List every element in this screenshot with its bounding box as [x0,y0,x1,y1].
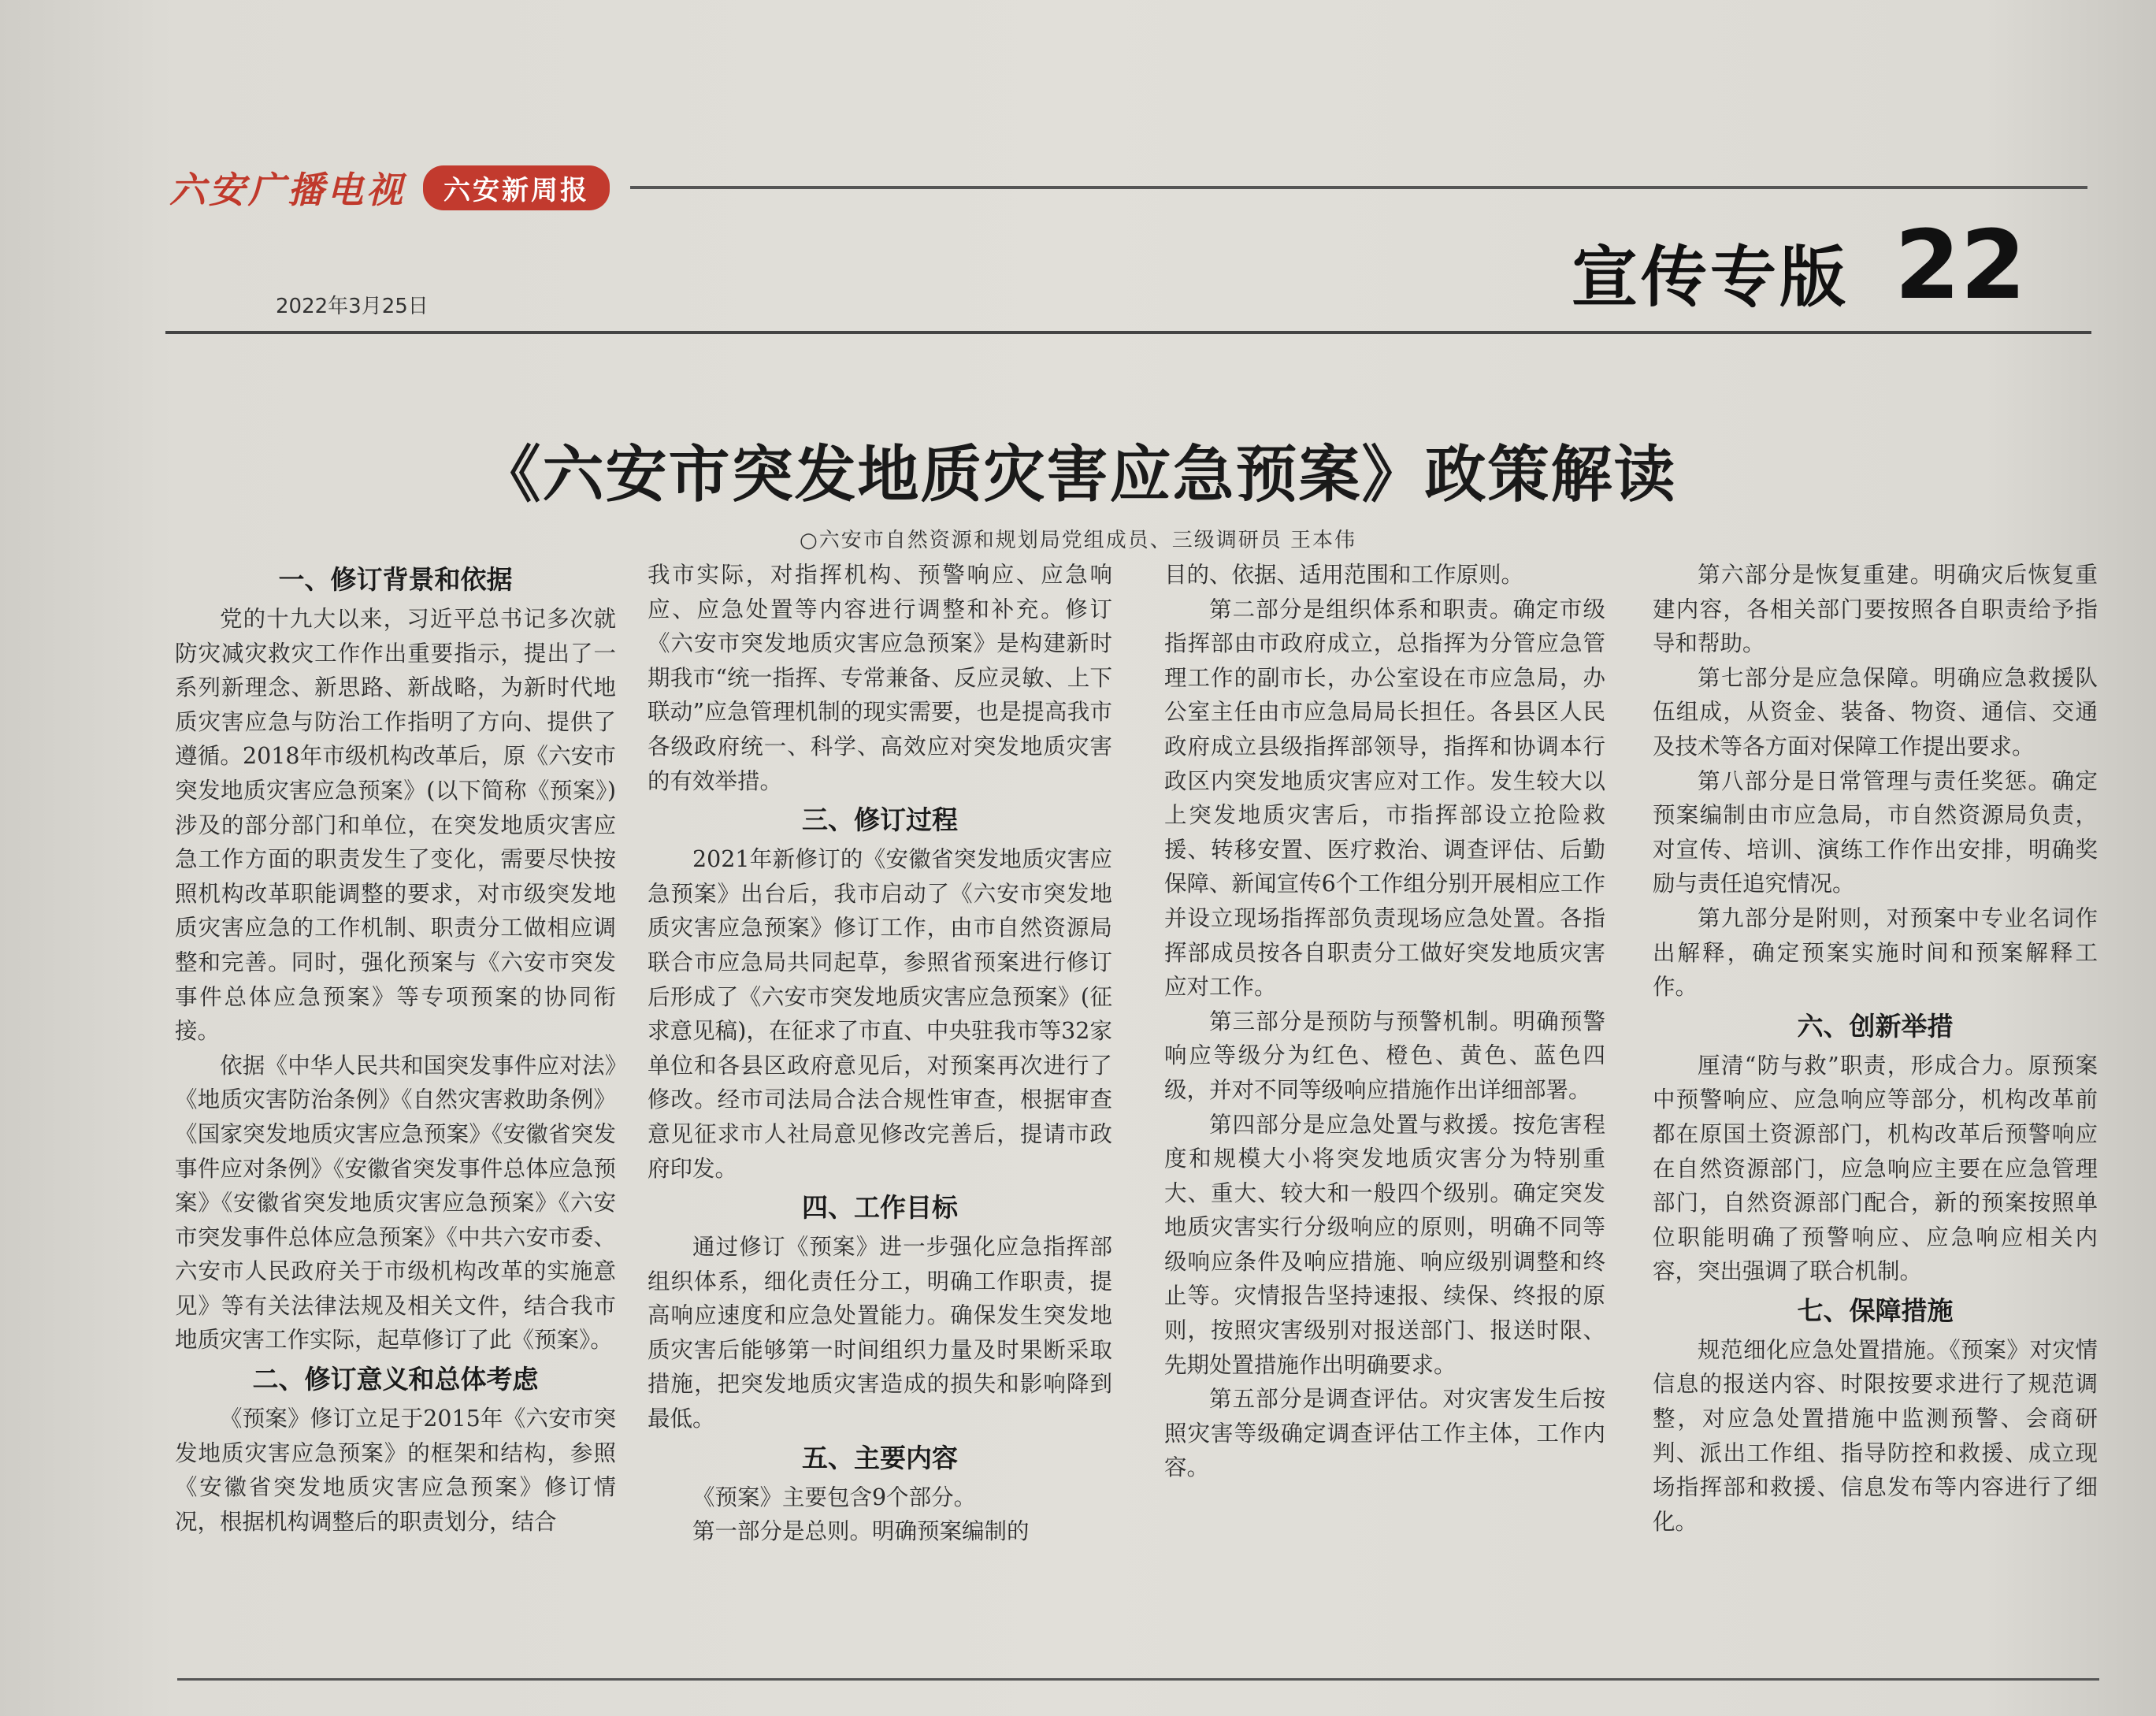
page-number: 22 [1894,211,2026,321]
paragraph: 2021年新修订的《安徽省突发地质灾害应急预案》出台后，我市启动了《六安市突发地质灾害应急预案》修订工作，由市自然资源局联合市应急局共同起草，参照省预案进行修订后形成了《六安市突发地质灾害应急预案》(征求意见稿)，在征求了市直、中央驻我市等32家单位和各县区政府意见后，对预案再次进行了修改。经市司法局合法合规性审查，根据审查意见征求市人社局意见修改完善后，提请市政府印发。 [648,846,1112,1182]
paragraph: 第八部分是日常管理与责任奖惩。确定预案编制由市应急局，市自然资源局负责，对宣传、培训、演练工作作出安排，明确奖励与责任追究情况。 [1653,767,2098,897]
paragraph: 第七部分是应急保障。明确应急救援队伍组成，从资金、装备、物资、通信、交通及技术等各方面对保障工作提出要求。 [1653,664,2098,760]
paragraph: 第三部分是预防与预警机制。明确预警响应等级分为红色、橙色、黄色、蓝色四级，并对不同等级响应措施作出详细部署。 [1164,1008,1605,1103]
paragraph: 第六部分是恢复重建。明确灾后恢复重建内容，各相关部门要按照各自职责给予指导和帮助。 [1653,562,2098,657]
issue-date: 2022年3月25日 [276,295,429,318]
paragraph: 我市实际，对指挥机构、预警响应、应急响应、应急处置等内容进行调整和补充。修订《六安市突发地质灾害应急预案》是构建新时期我市“统一指挥、专常兼备、反应灵敏、上下联动”应急管理机制的现实需要，也是提高我市各级政府统一、科学、高效应对突发地质灾害的有效举措。 [648,562,1112,794]
masthead [169,162,610,214]
column-1 [175,558,616,1539]
article-byline: ○六安市自然资源和规划局党组成员、三级调研员 王本伟 [800,529,1356,552]
paragraph: 第九部分是附则，对预案中专业名词作出解释，确定预案实施时间和预案解释工作。 [1653,904,2098,1001]
paragraph: 目的、依据、适用范围和工作原则。 [1164,562,1524,588]
top-rule [630,186,2087,189]
paragraph: 依据《中华人民共和国突发事件应对法》《地质灾害防治条例》《自然灾害救助条例》《国家突发地质灾害应急预案》《安徽省突发事件应对条例》《安徽省突发事件总体应急预案》《安徽省突发地质灾害应急预案》《六安市突发事件总体应急预案》《中共六安市委、六安市人民政府关于市级机构改革的实施意见》等有关法律法规及相关文件，结合我市地质灾害工作实际，起草修订了此《预案》。 [175,1052,616,1354]
paragraph: 第一部分是总则。明确预案编制的 [692,1518,1030,1545]
paragraph: 通过修订《预案》进一步强化应急指挥部组织体系，细化责任分工，明确工作职责，提高响应速度和应急处置能力。确保发生突发地质灾害后能够第一时间组织力量及时果断采取措施，把突发地质灾害造成的损失和影响降到最低。 [648,1234,1112,1432]
paragraph: 党的十九大以来，习近平总书记多次就防灾减灾救灾工作作出重要指示，提出了一系列新理念、新思路、新战略，为新时代地质灾害应急与防治工作指明了方向、提供了遵循。2018年市级机构改革后，原《六安市突发地质灾害应急预案》(以下简称《预案》)涉及的部分部门和单位，在突发地质灾害应急工作方面的职责发生了变化，需要尽快按照机构改革职能调整的要求，对市级突发地质灾害应急的工作机制、职责分工做相应调整和完善。同时，强化预案与《六安市突发事件总体应急预案》等专项预案的协同衔接。 [175,606,616,1045]
paragraph: 第二部分是组织体系和职责。确定市级指挥部由市政府成立，总指挥为分管应急管理工作的副市长，办公室设在市应急局，办公室主任由市应急局局长担任。各县区人民政府成立县级指挥部领导，指挥和协调本行政区内突发地质灾害应对工作。发生较大以上突发地质灾害后，市指挥部设立抢险救援、转移安置、医疗救治、调查评估、后勤保障、新闻宣传6个工作组分别开展相应工作并设立现场指挥部负责现场应急处置。各指挥部成员按各自职责分工做好突发地质灾害应对工作。 [1164,596,1605,1001]
section-heading: 五、主要内容 [802,1442,958,1473]
edition-badge: 六安新周报 [423,165,610,210]
header-rule [165,331,2091,334]
bottom-rule [177,1678,2099,1681]
paragraph: 规范细化应急处置措施。《预案》对灾情信息的报送内容、时限按要求进行了规范调整，对应急处置措施中监测预警、会商研判、派出工作组、指导防控和救援、成立现场指挥部和救援、信息发布等内容进行了细化。 [1653,1336,2098,1535]
column-3 [1164,558,1605,1485]
column-2 [648,558,1112,1549]
section-heading: 六、创新举措 [1797,1010,1954,1042]
section-heading: 四、工作目标 [802,1192,958,1224]
section-title: 宣传专版 [1572,239,1850,316]
article-title: 《六安市突发地质灾害应急预案》政策解读 [479,439,1677,511]
section-heading: 七、保障措施 [1797,1294,1954,1326]
section-heading: 二、修订意义和总体考虑 [252,1364,539,1395]
paragraph: 《预案》主要包含9个部分。 [692,1484,977,1510]
paragraph: 厘清“防与救”职责，形成合力。原预案中预警响应、应急响应等部分，机构改革前都在原国土资源部门，机构改革后预警响应在自然资源部门，应急响应主要在应急管理部门，自然资源部门配合，新的预案按照单位职能明确了预警响应、应急响应相关内容，突出强调了联合机制。 [1653,1052,2098,1285]
section-heading: 一、修订背景和依据 [278,564,513,595]
paragraph: 《预案》修订立足于2015年《六安市突发地质灾害应急预案》的框架和结构，参照《安徽省突发地质灾害应急预案》修订情况，根据机构调整后的职责划分，结合 [175,1406,616,1535]
paragraph: 第五部分是调查评估。对灾害发生后按照灾害等级确定调查评估工作主体，工作内容。 [1164,1386,1605,1481]
brand-logo: 六安广播电视 [169,169,406,211]
section-heading: 三、修订过程 [802,804,958,836]
column-4 [1653,558,2098,1539]
paragraph: 第四部分是应急处置与救援。按危害程度和规模大小将突发地质灾害分为特别重大、重大、较大和一般四个级别。确定突发地质灾害实行分级响应的原则，明确不同等级响应条件及响应措施、响应级别调整和终止等。灾情报告坚持速报、续保、终报的原则，按照灾害级别对报送部门、报送时限、先期处置措施作出明确要求。 [1164,1111,1605,1378]
